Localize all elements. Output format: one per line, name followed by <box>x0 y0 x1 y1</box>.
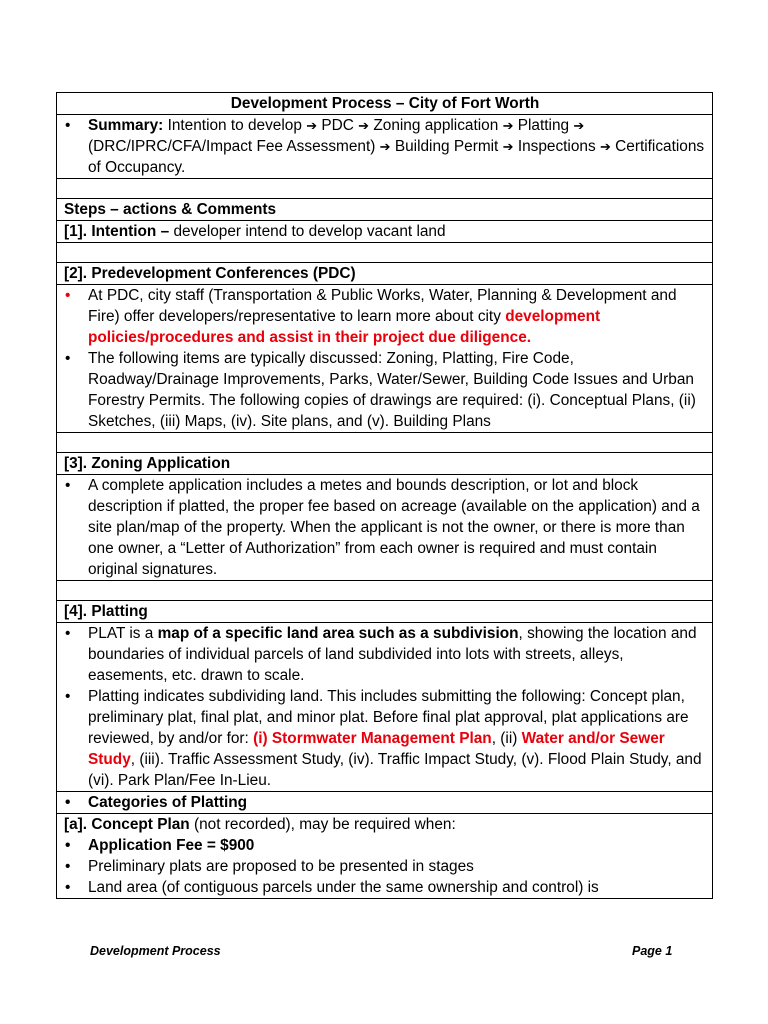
concept-plan-row <box>57 814 713 899</box>
pdc-heading-row <box>57 263 713 285</box>
intention-row <box>57 221 713 243</box>
concept-plan-heading: [a]. Concept Plan (not recorded), may be required when: <box>64 816 456 833</box>
arrow-icon: ➔ <box>379 139 391 154</box>
zoning-heading-row <box>57 453 713 475</box>
platting-bullet-2: • Platting indicates subdividing land. This includes submitting the following: Concept plan, preliminary plat, final plat, and minor plat. Before final plat approval, plat applications are reviewed, by and/or for: (i) Stormwater Management Plan, (ii) Water and/or Sewer Study, (iii). Traffic Assessment Study, (iv). Traffic Impact Study, (v). Flood Plain Study, and (vi). Park Plan/Fee In-Lieu. <box>64 686 706 791</box>
spacer-row <box>57 179 713 199</box>
zoning-bullet-1: • A complete application includes a metes and bounds description, or lot and block description if platted, the proper fee based on acreage (available on the application) and a site plan/map of the property. When the applicant is not the owner, or there is more than one owner, a “Letter of Authorization” from each owner is required and must contain original signatures. <box>64 475 706 580</box>
zoning-heading: [3]. Zoning Application <box>57 453 713 475</box>
arrow-icon: ➔ <box>358 118 370 133</box>
document-title: Development Process – City of Fort Worth <box>57 93 713 115</box>
intention-heading: [1]. Intention – <box>64 223 170 240</box>
concept-item: • Application Fee = $900 <box>64 835 706 856</box>
pdc-highlight: development policies/procedures and assist in their project due diligence. <box>88 308 601 346</box>
summary-bullet: • Summary: Intention to develop ➔ PDC ➔ Zoning application ➔ Platting ➔ (DRC/IPRC/CFA/Impact Fee Assessment) ➔ Building Permit ➔ Inspections ➔ Certifications of Occupancy. <box>64 115 706 178</box>
arrow-icon: ➔ <box>306 118 318 133</box>
concept-item: • Land area (of contiguous parcels under the same ownership and control) is <box>64 877 706 898</box>
pdc-content-row <box>57 285 713 433</box>
platting-heading: [4]. Platting <box>57 601 713 623</box>
arrow-icon: ➔ <box>502 118 514 133</box>
summary-label: Summary: <box>88 117 164 134</box>
spacer-row <box>57 581 713 601</box>
pdc-bullet-2: • The following items are typically discussed: Zoning, Platting, Fire Code, Roadway/Drainage Improvements, Parks, Water/Sewer, Building Code Issues and Urban Forestry Permits. The following copies of drawings are required: (i). Conceptual Plans, (ii) Sketches, (iii) Maps, (iv). Site plans, and (v). Building Plans <box>64 348 706 432</box>
categories-row <box>57 792 713 814</box>
footer-document-name: Development Process <box>90 944 221 958</box>
spacer-row <box>57 243 713 263</box>
categories-of-platting: • Categories of Platting <box>64 792 706 813</box>
platting-bullet-1: • PLAT is a map of a specific land area such as a subdivision, showing the location and boundaries of individual parcels of land subdivided into lots with streets, alleys, easements, etc. drawn to scale. <box>64 623 706 686</box>
arrow-icon: ➔ <box>599 139 611 154</box>
zoning-content-row <box>57 475 713 581</box>
platting-content-row <box>57 623 713 792</box>
concept-item: • Preliminary plats are proposed to be presented in stages <box>64 856 706 877</box>
development-process-table <box>56 92 713 899</box>
footer-page-number: Page 1 <box>632 944 673 958</box>
steps-heading: Steps – actions & Comments <box>57 199 713 221</box>
intention-text: developer intend to develop vacant land <box>169 223 446 240</box>
spacer-row <box>57 433 713 453</box>
pdc-heading: [2]. Predevelopment Conferences (PDC) <box>57 263 713 285</box>
platting-heading-row <box>57 601 713 623</box>
title-row <box>57 93 713 115</box>
arrow-icon: ➔ <box>502 139 514 154</box>
arrow-icon: ➔ <box>573 118 585 133</box>
pdc-bullet-1: • At PDC, city staff (Transportation & Public Works, Water, Planning & Development and Fire) offer developers/representative to learn more about city development policies/procedures and assist in their project due diligence. <box>64 285 706 348</box>
steps-heading-row <box>57 199 713 221</box>
summary-row <box>57 115 713 179</box>
